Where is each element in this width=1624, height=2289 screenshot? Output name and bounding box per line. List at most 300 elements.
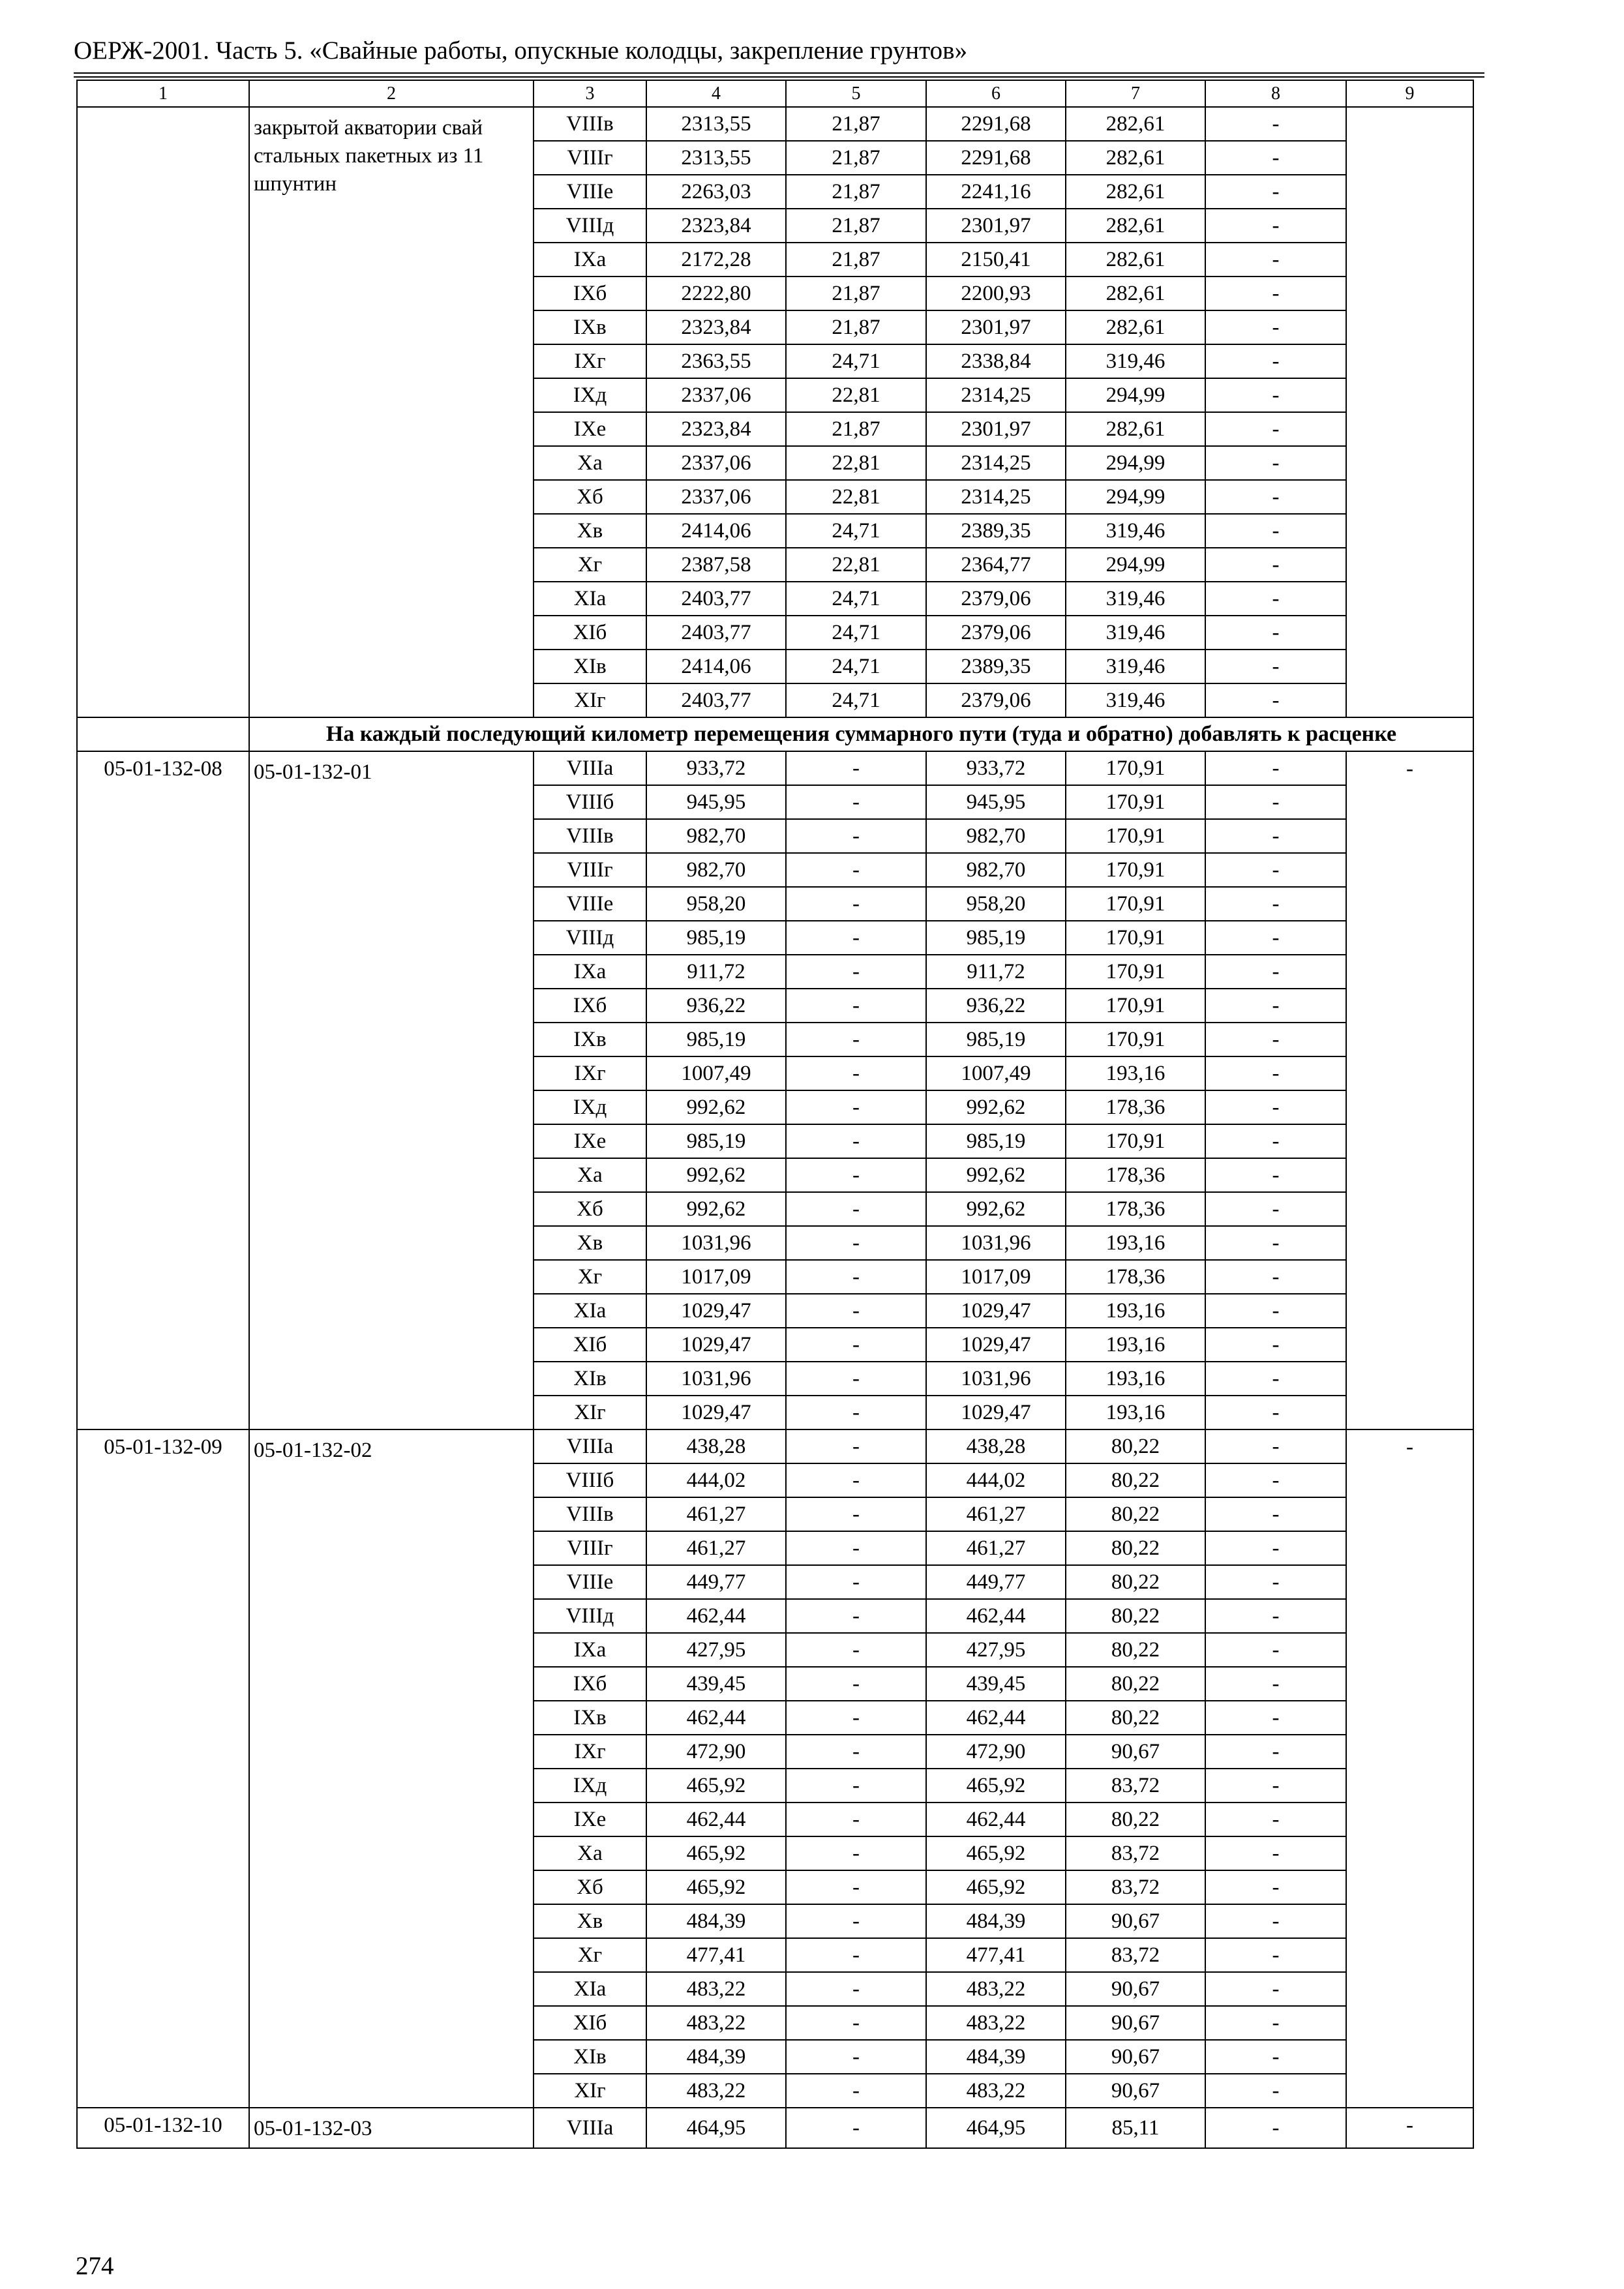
machine-wages-cell: 21,87 <box>786 107 926 141</box>
materials-cell: 461,27 <box>926 1497 1066 1531</box>
direct-costs-cell: 477,41 <box>646 1938 786 1972</box>
workers-labor-cell: - <box>1205 1429 1346 1463</box>
materials-cell: 465,92 <box>926 1836 1066 1870</box>
class-cell: IXг <box>534 1056 646 1090</box>
workers-labor-cell: - <box>1205 1531 1346 1565</box>
labor-wages-cell: 90,67 <box>1066 1972 1205 2006</box>
workers-labor-cell: - <box>1205 412 1346 446</box>
workers-labor-cell: - <box>1205 1328 1346 1362</box>
labor-wages-cell: 80,22 <box>1066 1701 1205 1735</box>
workers-labor-cell: - <box>1205 1769 1346 1803</box>
direct-costs-cell: 438,28 <box>646 1429 786 1463</box>
direct-costs-cell: 462,44 <box>646 1599 786 1633</box>
class-cell: IXб <box>534 1667 646 1701</box>
direct-costs-cell: 484,39 <box>646 2040 786 2074</box>
class-cell: VIIIд <box>534 1599 646 1633</box>
workers-labor-cell: - <box>1205 107 1346 141</box>
machine-wages-cell: - <box>786 1124 926 1158</box>
direct-costs-cell: 2414,06 <box>646 650 786 683</box>
materials-cell: 427,95 <box>926 1633 1066 1667</box>
labor-wages-cell: 294,99 <box>1066 548 1205 582</box>
labor-wages-cell: 193,16 <box>1066 1362 1205 1396</box>
class-cell: Xб <box>534 1870 646 1904</box>
materials-cell: 439,45 <box>926 1667 1066 1701</box>
class-cell: Xб <box>534 480 646 514</box>
workers-labor-cell: - <box>1205 1599 1346 1633</box>
machine-wages-cell: - <box>786 1497 926 1531</box>
direct-costs-cell: 483,22 <box>646 2074 786 2108</box>
class-cell: IXе <box>534 1803 646 1836</box>
workers-labor-cell: - <box>1205 887 1346 921</box>
direct-costs-cell: 982,70 <box>646 819 786 853</box>
direct-costs-cell: 1031,96 <box>646 1226 786 1260</box>
labor-wages-cell: 282,61 <box>1066 310 1205 344</box>
labor-wages-cell: 178,36 <box>1066 1192 1205 1226</box>
direct-costs-cell: 985,19 <box>646 1023 786 1056</box>
direct-costs-cell: 992,62 <box>646 1158 786 1192</box>
machine-wages-cell: - <box>786 1531 926 1565</box>
direct-costs-cell: 2323,84 <box>646 209 786 243</box>
direct-costs-cell: 427,95 <box>646 1633 786 1667</box>
workers-labor-cell: - <box>1205 1294 1346 1328</box>
class-cell: XIг <box>534 2074 646 2108</box>
rate-name-cell: 05-01-132-01 <box>249 751 534 1429</box>
direct-costs-cell: 449,77 <box>646 1565 786 1599</box>
labor-wages-cell: 80,22 <box>1066 1803 1205 1836</box>
labor-wages-cell: 282,61 <box>1066 277 1205 310</box>
materials-cell: 483,22 <box>926 2074 1066 2108</box>
machine-wages-cell: - <box>786 1938 926 1972</box>
labor-wages-cell: 294,99 <box>1066 446 1205 480</box>
workers-labor-cell: - <box>1205 751 1346 785</box>
materials-cell: 1007,49 <box>926 1056 1066 1090</box>
materials-cell: 477,41 <box>926 1938 1066 1972</box>
machine-wages-cell: 24,71 <box>786 514 926 548</box>
labor-wages-cell: 80,22 <box>1066 1531 1205 1565</box>
direct-costs-cell: 2387,58 <box>646 548 786 582</box>
labor-wages-cell: 319,46 <box>1066 344 1205 378</box>
labor-wages-cell: 170,91 <box>1066 989 1205 1023</box>
machine-wages-cell: - <box>786 1972 926 2006</box>
class-cell: VIIIе <box>534 175 646 209</box>
machine-wages-cell: - <box>786 2006 926 2040</box>
machine-wages-cell: - <box>786 1192 926 1226</box>
labor-wages-cell: 193,16 <box>1066 1396 1205 1429</box>
materials-cell: 2338,84 <box>926 344 1066 378</box>
machine-wages-cell: - <box>786 785 926 819</box>
workers-labor-cell: - <box>1205 1803 1346 1836</box>
direct-costs-cell: 2323,84 <box>646 412 786 446</box>
rate-name-cell: 05-01-132-03 <box>249 2108 534 2148</box>
materials-cell: 483,22 <box>926 1972 1066 2006</box>
direct-costs-cell: 1017,09 <box>646 1260 786 1294</box>
materials-cell: 992,62 <box>926 1090 1066 1124</box>
direct-costs-cell: 462,44 <box>646 1803 786 1836</box>
labor-wages-cell: 80,22 <box>1066 1565 1205 1599</box>
direct-costs-cell: 484,39 <box>646 1904 786 1938</box>
direct-costs-cell: 2313,55 <box>646 107 786 141</box>
workers-labor-cell: - <box>1205 1633 1346 1667</box>
column9-cell: - <box>1346 1429 1473 2108</box>
machine-wages-cell: - <box>786 1565 926 1599</box>
class-cell: XIг <box>534 1396 646 1429</box>
materials-cell: 438,28 <box>926 1429 1066 1463</box>
labor-wages-cell: 170,91 <box>1066 921 1205 955</box>
column-number-cell: 8 <box>1205 80 1346 107</box>
workers-labor-cell: - <box>1205 1396 1346 1429</box>
note-empty-cell <box>77 717 249 751</box>
materials-cell: 2241,16 <box>926 175 1066 209</box>
direct-costs-cell: 483,22 <box>646 2006 786 2040</box>
direct-costs-cell: 2172,28 <box>646 243 786 277</box>
machine-wages-cell: - <box>786 1158 926 1192</box>
materials-cell: 2314,25 <box>926 378 1066 412</box>
workers-labor-cell: - <box>1205 310 1346 344</box>
machine-wages-cell: - <box>786 1599 926 1633</box>
workers-labor-cell: - <box>1205 1701 1346 1735</box>
class-cell: XIб <box>534 616 646 650</box>
workers-labor-cell: - <box>1205 1870 1346 1904</box>
class-cell: VIIIв <box>534 819 646 853</box>
machine-wages-cell: - <box>786 1328 926 1362</box>
class-cell: Xг <box>534 1260 646 1294</box>
direct-costs-cell: 2337,06 <box>646 378 786 412</box>
machine-wages-cell: - <box>786 853 926 887</box>
class-cell: Xв <box>534 1226 646 1260</box>
materials-cell: 933,72 <box>926 751 1066 785</box>
machine-wages-cell: - <box>786 1396 926 1429</box>
labor-wages-cell: 90,67 <box>1066 1735 1205 1769</box>
class-cell: Xб <box>534 1192 646 1226</box>
workers-labor-cell: - <box>1205 2006 1346 2040</box>
workers-labor-cell: - <box>1205 1836 1346 1870</box>
machine-wages-cell: 21,87 <box>786 175 926 209</box>
machine-wages-cell: - <box>786 1056 926 1090</box>
header-rule <box>74 76 1484 78</box>
machine-wages-cell: - <box>786 1803 926 1836</box>
class-cell: IXб <box>534 277 646 310</box>
column-number-cell: 5 <box>786 80 926 107</box>
column-number-cell: 3 <box>534 80 646 107</box>
labor-wages-cell: 85,11 <box>1066 2108 1205 2148</box>
column9-cell <box>1346 107 1473 717</box>
workers-labor-cell: - <box>1205 1904 1346 1938</box>
direct-costs-cell: 985,19 <box>646 1124 786 1158</box>
rate-code-cell: 05-01-132-09 <box>77 1429 249 2108</box>
labor-wages-cell: 319,46 <box>1066 683 1205 717</box>
labor-wages-cell: 282,61 <box>1066 141 1205 175</box>
materials-cell: 936,22 <box>926 989 1066 1023</box>
workers-labor-cell: - <box>1205 650 1346 683</box>
materials-cell: 1017,09 <box>926 1260 1066 1294</box>
workers-labor-cell: - <box>1205 277 1346 310</box>
direct-costs-cell: 462,44 <box>646 1701 786 1735</box>
header-rule <box>74 72 1484 74</box>
materials-cell: 461,27 <box>926 1531 1066 1565</box>
materials-cell: 1029,47 <box>926 1328 1066 1362</box>
column-number-cell: 2 <box>249 80 534 107</box>
materials-cell: 483,22 <box>926 2006 1066 2040</box>
labor-wages-cell: 83,72 <box>1066 1938 1205 1972</box>
class-cell: VIIIа <box>534 751 646 785</box>
class-cell: IXб <box>534 989 646 1023</box>
rate-code-cell: 05-01-132-10 <box>77 2108 249 2148</box>
machine-wages-cell: - <box>786 1633 926 1667</box>
class-cell: Xа <box>534 1836 646 1870</box>
materials-cell: 462,44 <box>926 1701 1066 1735</box>
materials-cell: 2301,97 <box>926 310 1066 344</box>
workers-labor-cell: - <box>1205 921 1346 955</box>
labor-wages-cell: 80,22 <box>1066 1599 1205 1633</box>
workers-labor-cell: - <box>1205 853 1346 887</box>
machine-wages-cell: - <box>786 1362 926 1396</box>
materials-cell: 484,39 <box>926 1904 1066 1938</box>
workers-labor-cell: - <box>1205 1158 1346 1192</box>
column-number-cell: 4 <box>646 80 786 107</box>
workers-labor-cell: - <box>1205 514 1346 548</box>
machine-wages-cell: - <box>786 989 926 1023</box>
class-cell: IXд <box>534 1090 646 1124</box>
workers-labor-cell: - <box>1205 141 1346 175</box>
class-cell: IXг <box>534 1735 646 1769</box>
machine-wages-cell: - <box>786 1226 926 1260</box>
machine-wages-cell: - <box>786 2108 926 2148</box>
workers-labor-cell: - <box>1205 1972 1346 2006</box>
page-number: 274 <box>76 2252 114 2280</box>
labor-wages-cell: 90,67 <box>1066 1904 1205 1938</box>
labor-wages-cell: 282,61 <box>1066 412 1205 446</box>
direct-costs-cell: 992,62 <box>646 1192 786 1226</box>
materials-cell: 945,95 <box>926 785 1066 819</box>
machine-wages-cell: 21,87 <box>786 209 926 243</box>
column9-cell: - <box>1346 2108 1473 2148</box>
materials-cell: 2301,97 <box>926 412 1066 446</box>
machine-wages-cell: - <box>786 1701 926 1735</box>
materials-cell: 2389,35 <box>926 514 1066 548</box>
workers-labor-cell: - <box>1205 1090 1346 1124</box>
labor-wages-cell: 170,91 <box>1066 853 1205 887</box>
workers-labor-cell: - <box>1205 785 1346 819</box>
class-cell: IXд <box>534 378 646 412</box>
column-number-cell: 9 <box>1346 80 1473 107</box>
workers-labor-cell: - <box>1205 1023 1346 1056</box>
class-cell: Xа <box>534 446 646 480</box>
machine-wages-cell: - <box>786 921 926 955</box>
class-cell: XIв <box>534 650 646 683</box>
class-cell: XIб <box>534 2006 646 2040</box>
rate-name-cell: закрытой акватории свай стальных пакетных из 11 шпунтин <box>249 107 534 717</box>
direct-costs-cell: 985,19 <box>646 921 786 955</box>
class-cell: XIа <box>534 1294 646 1328</box>
materials-cell: 985,19 <box>926 1023 1066 1056</box>
machine-wages-cell: - <box>786 1023 926 1056</box>
workers-labor-cell: - <box>1205 616 1346 650</box>
column-number-cell: 1 <box>77 80 249 107</box>
labor-wages-cell: 282,61 <box>1066 243 1205 277</box>
workers-labor-cell: - <box>1205 582 1346 616</box>
workers-labor-cell: - <box>1205 1565 1346 1599</box>
class-cell: VIIIа <box>534 2108 646 2148</box>
class-cell: IXв <box>534 1023 646 1056</box>
materials-cell: 462,44 <box>926 1803 1066 1836</box>
class-cell: XIг <box>534 683 646 717</box>
labor-wages-cell: 170,91 <box>1066 819 1205 853</box>
labor-wages-cell: 80,22 <box>1066 1463 1205 1497</box>
materials-cell: 2301,97 <box>926 209 1066 243</box>
workers-labor-cell: - <box>1205 1938 1346 1972</box>
materials-cell: 2364,77 <box>926 548 1066 582</box>
labor-wages-cell: 170,91 <box>1066 1124 1205 1158</box>
workers-labor-cell: - <box>1205 1260 1346 1294</box>
direct-costs-cell: 1029,47 <box>646 1396 786 1429</box>
column-number-cell: 6 <box>926 80 1066 107</box>
labor-wages-cell: 83,72 <box>1066 1870 1205 1904</box>
machine-wages-cell: - <box>786 1090 926 1124</box>
class-cell: VIIIв <box>534 107 646 141</box>
workers-labor-cell: - <box>1205 344 1346 378</box>
class-cell: IXд <box>534 1769 646 1803</box>
machine-wages-cell: 22,81 <box>786 446 926 480</box>
labor-wages-cell: 80,22 <box>1066 1429 1205 1463</box>
direct-costs-cell: 992,62 <box>646 1090 786 1124</box>
labor-wages-cell: 80,22 <box>1066 1667 1205 1701</box>
table-row <box>77 1429 1473 1463</box>
labor-wages-cell: 170,91 <box>1066 1023 1205 1056</box>
direct-costs-cell: 2263,03 <box>646 175 786 209</box>
machine-wages-cell: - <box>786 2040 926 2074</box>
note-text: На каждый последующий километр перемещения суммарного пути (туда и обратно) добавлять к расценке <box>249 717 1473 751</box>
machine-wages-cell: 21,87 <box>786 243 926 277</box>
rate-code-cell <box>77 107 249 717</box>
direct-costs-cell: 2337,06 <box>646 480 786 514</box>
labor-wages-cell: 178,36 <box>1066 1158 1205 1192</box>
direct-costs-cell: 465,92 <box>646 1836 786 1870</box>
column9-cell: - <box>1346 751 1473 1429</box>
materials-cell: 992,62 <box>926 1192 1066 1226</box>
machine-wages-cell: - <box>786 1294 926 1328</box>
materials-cell: 2314,25 <box>926 480 1066 514</box>
workers-labor-cell: - <box>1205 243 1346 277</box>
labor-wages-cell: 170,91 <box>1066 785 1205 819</box>
class-cell: XIа <box>534 582 646 616</box>
direct-costs-cell: 2414,06 <box>646 514 786 548</box>
machine-wages-cell: 24,71 <box>786 582 926 616</box>
workers-labor-cell: - <box>1205 480 1346 514</box>
direct-costs-cell: 2403,77 <box>646 616 786 650</box>
class-cell: XIб <box>534 1328 646 1362</box>
direct-costs-cell: 439,45 <box>646 1667 786 1701</box>
labor-wages-cell: 90,67 <box>1066 2074 1205 2108</box>
labor-wages-cell: 282,61 <box>1066 209 1205 243</box>
workers-labor-cell: - <box>1205 683 1346 717</box>
materials-cell: 484,39 <box>926 2040 1066 2074</box>
table-row <box>77 2108 1473 2148</box>
class-cell: Xг <box>534 548 646 582</box>
class-cell: IXв <box>534 310 646 344</box>
direct-costs-cell: 2222,80 <box>646 277 786 310</box>
machine-wages-cell: - <box>786 1260 926 1294</box>
workers-labor-cell: - <box>1205 1192 1346 1226</box>
materials-cell: 911,72 <box>926 955 1066 989</box>
machine-wages-cell: - <box>786 887 926 921</box>
labor-wages-cell: 83,72 <box>1066 1769 1205 1803</box>
rate-name-cell: 05-01-132-02 <box>249 1429 534 2108</box>
class-cell: VIIIа <box>534 1429 646 1463</box>
labor-wages-cell: 294,99 <box>1066 480 1205 514</box>
class-cell: VIIIг <box>534 1531 646 1565</box>
machine-wages-cell: - <box>786 819 926 853</box>
materials-cell: 472,90 <box>926 1735 1066 1769</box>
materials-cell: 958,20 <box>926 887 1066 921</box>
machine-wages-cell: - <box>786 2074 926 2108</box>
workers-labor-cell: - <box>1205 548 1346 582</box>
class-cell: XIв <box>534 2040 646 2074</box>
workers-labor-cell: - <box>1205 1497 1346 1531</box>
machine-wages-cell: 21,87 <box>786 141 926 175</box>
labor-wages-cell: 170,91 <box>1066 955 1205 989</box>
workers-labor-cell: - <box>1205 1056 1346 1090</box>
column-number-cell: 7 <box>1066 80 1205 107</box>
machine-wages-cell: 21,87 <box>786 277 926 310</box>
class-cell: IXе <box>534 1124 646 1158</box>
direct-costs-cell: 2313,55 <box>646 141 786 175</box>
labor-wages-cell: 83,72 <box>1066 1836 1205 1870</box>
materials-cell: 1031,96 <box>926 1226 1066 1260</box>
materials-cell: 2379,06 <box>926 683 1066 717</box>
labor-wages-cell: 90,67 <box>1066 2040 1205 2074</box>
direct-costs-cell: 1029,47 <box>646 1328 786 1362</box>
machine-wages-cell: - <box>786 1904 926 1938</box>
machine-wages-cell: 24,71 <box>786 344 926 378</box>
direct-costs-cell: 982,70 <box>646 853 786 887</box>
page-header-title: ОЕРЖ-2001. Часть 5. «Свайные работы, опускные колодцы, закрепление грунтов» <box>74 37 968 65</box>
class-cell: VIIIе <box>534 1565 646 1599</box>
direct-costs-cell: 911,72 <box>646 955 786 989</box>
materials-cell: 2379,06 <box>926 582 1066 616</box>
materials-cell: 444,02 <box>926 1463 1066 1497</box>
materials-cell: 465,92 <box>926 1769 1066 1803</box>
materials-cell: 2379,06 <box>926 616 1066 650</box>
workers-labor-cell: - <box>1205 955 1346 989</box>
materials-cell: 462,44 <box>926 1599 1066 1633</box>
labor-wages-cell: 294,99 <box>1066 378 1205 412</box>
column-number-row <box>77 80 1473 107</box>
labor-wages-cell: 170,91 <box>1066 887 1205 921</box>
machine-wages-cell: - <box>786 751 926 785</box>
materials-cell: 1031,96 <box>926 1362 1066 1396</box>
class-cell: VIIIе <box>534 887 646 921</box>
labor-wages-cell: 282,61 <box>1066 107 1205 141</box>
class-cell: IXе <box>534 412 646 446</box>
machine-wages-cell: - <box>786 1769 926 1803</box>
class-cell: XIа <box>534 1972 646 2006</box>
direct-costs-cell: 2323,84 <box>646 310 786 344</box>
machine-wages-cell: - <box>786 955 926 989</box>
direct-costs-cell: 461,27 <box>646 1497 786 1531</box>
workers-labor-cell: - <box>1205 1667 1346 1701</box>
table-row <box>77 751 1473 785</box>
direct-costs-cell: 2337,06 <box>646 446 786 480</box>
direct-costs-cell: 945,95 <box>646 785 786 819</box>
machine-wages-cell: 24,71 <box>786 683 926 717</box>
workers-labor-cell: - <box>1205 2074 1346 2108</box>
labor-wages-cell: 178,36 <box>1066 1090 1205 1124</box>
class-cell: IXв <box>534 1701 646 1735</box>
materials-cell: 2291,68 <box>926 141 1066 175</box>
class-cell: VIIIб <box>534 785 646 819</box>
materials-cell: 464,95 <box>926 2108 1066 2148</box>
note-row <box>77 717 1473 751</box>
